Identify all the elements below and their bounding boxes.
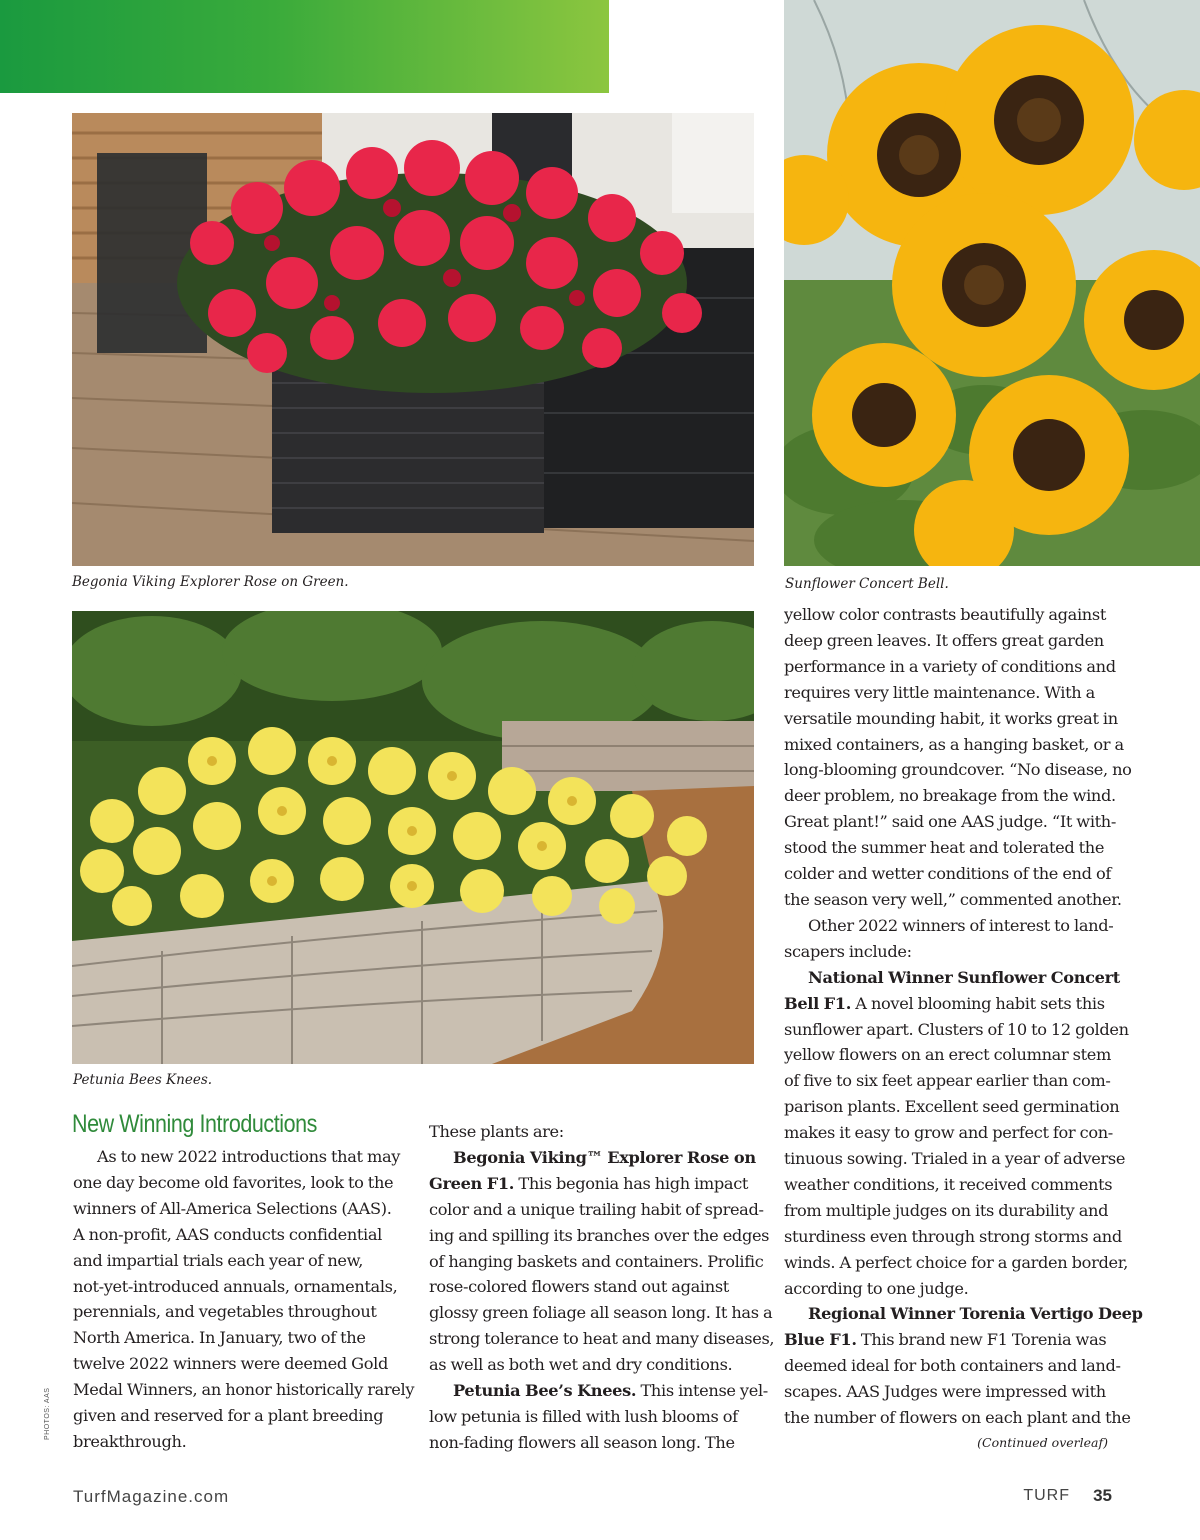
text-line: tinuous sowing. Trialed in a year of adverse: [784, 1149, 1126, 1169]
text-line: not-yet-introduced annuals, ornamentals,: [73, 1276, 398, 1296]
text-line: [784, 991, 1124, 1017]
text-line: winners of All-America Selections (AAS).: [73, 1198, 392, 1218]
text-line: makes it easy to grow and perfect for con-: [784, 1123, 1113, 1143]
text-line: strong tolerance to heat and many diseases,: [429, 1329, 775, 1349]
text-line: A non-profit, AAS conducts confidential: [73, 1224, 383, 1244]
text-line: one day become old favorites, look to the: [73, 1172, 394, 1192]
text-line: ing and spilling its branches over the edges: [429, 1225, 770, 1245]
plant-name-torenia: Regional Winner Torenia Vertigo Deep: [808, 1304, 1143, 1324]
text-line: Great plant!” said one AAS judge. “It with-: [784, 812, 1116, 832]
text-line: These plants are:: [429, 1122, 564, 1141]
continued-note: (Continued overleaf): [977, 1435, 1108, 1450]
footer-magazine-name: TURF: [1023, 1487, 1070, 1504]
article-heading: New Winning Introductions: [72, 1110, 317, 1138]
plant-name-petunia: Petunia Bee’s Knees.: [453, 1381, 637, 1401]
text-line: twelve 2022 winners were deemed Gold: [73, 1354, 388, 1374]
text-line: deep green leaves. It offers great garden: [784, 630, 1104, 650]
text-line: and impartial trials each year of new,: [73, 1250, 364, 1270]
text-line: deemed ideal for both containers and land-: [784, 1356, 1121, 1376]
text-line: yellow flowers on an erect columnar stem: [784, 1045, 1111, 1065]
plant-name-begonia: Begonia Viking™ Explorer Rose on: [453, 1147, 756, 1167]
text-line: deer problem, no breakage from the wind.: [784, 786, 1116, 806]
text-line: performance in a variety of conditions and: [784, 656, 1116, 676]
text-line: color and a unique trailing habit of spread-: [429, 1199, 764, 1219]
text-line: stood the summer heat and tolerated the: [784, 838, 1105, 858]
text-line: Other 2022 winners of interest to land-: [808, 915, 1114, 935]
text-line: the season very well,” commented another.: [784, 889, 1122, 909]
text-line: the number of flowers on each plant and the: [784, 1408, 1131, 1428]
text-line: colder and wetter conditions of the end of: [784, 864, 1111, 884]
text-run: This intense yel-: [636, 1381, 768, 1401]
text-line: rose-colored flowers stand out against: [429, 1277, 729, 1297]
article-column-3: [784, 602, 1143, 1431]
text-line: from multiple judges on its durability and: [784, 1200, 1109, 1220]
article-column-2: [429, 1119, 775, 1456]
text-line: given and reserved for a plant breeding: [73, 1406, 384, 1426]
text-line: perennials, and vegetables throughout: [73, 1302, 377, 1322]
text-line: according to one judge.: [784, 1278, 969, 1298]
petunia-photo: [72, 611, 754, 1064]
text-line: low petunia is filled with lush blooms of: [429, 1406, 738, 1426]
page-number: 35: [1093, 1486, 1112, 1505]
text-line: Medal Winners, an honor historically rarely: [73, 1380, 415, 1400]
text-line: mixed containers, as a hanging basket, or a: [784, 734, 1124, 754]
sunflower-photo: [784, 0, 1200, 566]
text-run: This brand new F1 Torenia was: [856, 1330, 1107, 1350]
sunflower-caption: Sunflower Concert Bell.: [785, 576, 949, 592]
text-line: North America. In January, two of the: [73, 1328, 366, 1348]
text-line: parison plants. Excellent seed germination: [784, 1097, 1120, 1117]
text-line: [784, 1301, 1143, 1327]
text-line: sunflower apart. Clusters of 10 to 12 golden: [784, 1019, 1129, 1039]
plant-name-torenia-cont: Blue F1.: [784, 1330, 857, 1350]
text-line: winds. A perfect choice for a garden border,: [784, 1252, 1129, 1272]
text-line: As to new 2022 introductions that may: [97, 1147, 401, 1166]
article-column-1: [73, 1144, 415, 1455]
text-line: long-blooming groundcover. “No disease, no: [784, 760, 1132, 780]
text-line: [784, 965, 1124, 991]
text-line: glossy green foliage all season long. It has a: [429, 1303, 773, 1323]
text-line: non-fading flowers all season long. The: [429, 1432, 735, 1452]
text-line: scapes. AAS Judges were impressed with: [784, 1382, 1106, 1402]
text-line: sturdiness even through strong storms and: [784, 1226, 1122, 1246]
text-run: This begonia has high impact: [514, 1173, 749, 1193]
text-line: yellow color contrasts beautifully against: [784, 605, 1106, 624]
text-line: [429, 1171, 759, 1197]
text-line: of five to six feet appear earlier than com-: [784, 1071, 1111, 1091]
begonia-photo: [72, 113, 754, 566]
text-line: weather conditions, it received comments: [784, 1174, 1113, 1194]
begonia-caption: Begonia Viking Explorer Rose on Green.: [72, 574, 349, 590]
text-line: versatile mounding habit, it works great in: [784, 708, 1118, 728]
plant-name-begonia-cont: Green F1.: [429, 1173, 515, 1193]
plant-name-sunflower-cont: Bell F1.: [784, 993, 852, 1013]
plant-name-sunflower: National Winner Sunflower Concert: [808, 967, 1120, 987]
header-color-bar: [0, 0, 609, 93]
petunia-caption: Petunia Bees Knees.: [73, 1072, 213, 1088]
text-line: requires very little maintenance. With a: [784, 682, 1095, 702]
text-line: [429, 1378, 768, 1404]
text-line: as well as both wet and dry conditions.: [429, 1355, 733, 1375]
text-line: scapers include:: [784, 941, 912, 961]
text-line: [784, 1327, 1124, 1353]
text-line: breakthrough.: [73, 1431, 187, 1451]
photo-credit: PHOTOS: AAS: [44, 1387, 51, 1440]
footer-website: TurfMagazine.com: [73, 1487, 230, 1506]
text-run: A novel blooming habit sets this: [851, 993, 1105, 1013]
text-line: of hanging baskets and containers. Prolific: [429, 1251, 764, 1271]
text-line: [429, 1145, 759, 1171]
